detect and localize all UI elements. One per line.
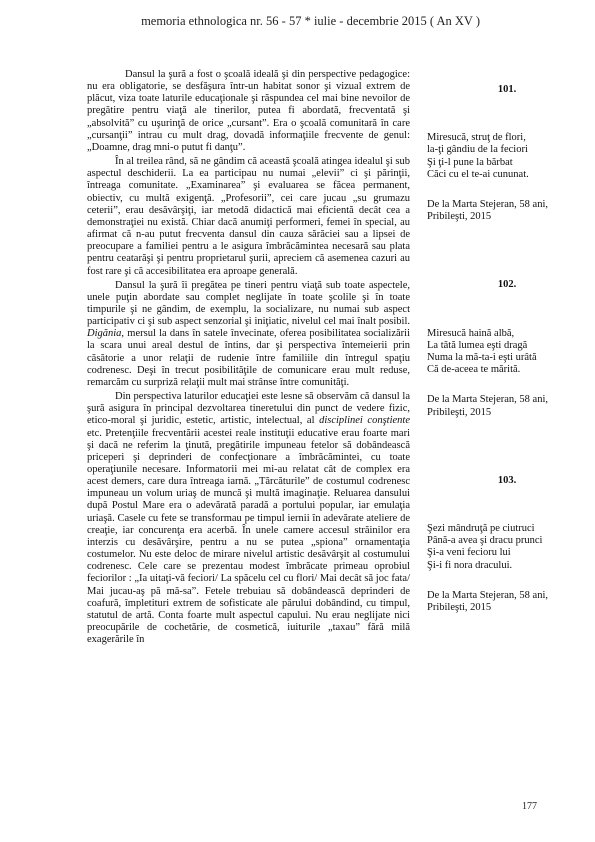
song-line: Şi-i fi nora dracului. (427, 559, 513, 571)
song-line: Şi ţi-l pune la bărbat (427, 156, 513, 168)
italic-term: Digănia (87, 328, 122, 340)
text-run: Dansul la şură a fost o şcoală ideală şi din perspective pedagogice: nu era obligatorie, se desfăşura într-un habitat sonor şi vizual extrem de plăcut, viza toate laturile educaţionale şi răspundea cel mai bine nevoilor de pregătire pentru viaţă ale tinerilor, putea fi abordată, frecventată şi „absolvită” cu uşurinţă de orice „cursant”. Era o şcoală comunitară în care „cursanţii” intrau cu mult drag, dovadă informaţiile frecvente de genul: „Doamne, drag mni-o putut fi danţu”. (87, 69, 410, 153)
text-run: În al treilea rând, să ne gândim că această şcoală atingea idealul şi sub aspectul deschiderii. La ea participau nu numai „elevii” ci şi părinţii, întreaga comunitate. „Examinarea” şi evaluarea se făcea permanent, obiectiv, cu multă exigenţă. „Profesorii”, cei care jucau „su grumazu ceterii”, erau desăvârşiţi, iar metodă didactică mai eficientă decât cea a demonstraţiei nu există. Chiar dacă anumiţi performeri, femei în special, au afirmat că n-au putut frecventa dansul din cauza sărăciei sau a lipsei de preocupare a familiei pentru a le asigura îmbrăcămintea necesară sau plata pentru ceatarăşi şi pentru proprietarul şurii, apreciem că asemenea cazuri au fost rare şi că accesibilitatea era aproape generală. (87, 156, 410, 277)
song-source: De la Marta Stejeran, 58 ani, Pribileşti, 2015 (427, 199, 548, 223)
songs-column (427, 84, 567, 614)
song-line: la-ţi gândiu de la feciori (427, 144, 528, 156)
song-102 (427, 279, 567, 418)
song-line: Că de-aceea te mărită. (427, 364, 521, 376)
song-101 (427, 84, 567, 223)
song-source: De la Marta Stejeran, 58 ani, Pribileşti, 2015 (427, 394, 548, 418)
song-number: 102. (497, 279, 517, 291)
text-run: , mersul la dans în satele învecinate, oferea posibilitatea socializării la scara unui areal destul de întins, dar şi perspectiva întemeierii prin căsătorie a unor relaţii de rudenie între familiile din întregul spaţiu codrenesc. Deşi în trecut posibilităţile de comunicare erau mult reduse, remarcăm cu surpriză relaţii mult mai strânse între comunităţi. (87, 328, 410, 388)
paragraph-4 (87, 391, 410, 646)
song-line: Miresucă, struţ de flori, (427, 132, 526, 144)
song-number: 101. (497, 84, 517, 95)
song-line: Şezi mândruţă pe ciutruci (427, 523, 535, 535)
paragraph-1 (87, 69, 410, 154)
paragraph-3 (87, 280, 410, 389)
paragraph-2 (87, 156, 410, 278)
song-number: 103. (497, 474, 517, 486)
song-lines (427, 132, 567, 223)
song-source: De la Marta Stejeran, 58 ani, Pribileşti, 2015 (427, 589, 548, 614)
song-line: Miresucă haină albă, (427, 327, 515, 339)
song-line: Căci cu el te-ai cununat. (427, 168, 529, 180)
text-run: etc. Pretenţiile frecventării acestei reale instituţii educative erau foarte mari şi dacă ne referim la ţinută, pregătirile impuneau fetelor să dobândească priceperi şi deprinderi de confecţionare a îmbrăcămintei, cu toate operaţiunile necesare. Informatorii mei mi-au relatat cât de complex era acest demers, care dura întreaga iarnă. „Tărcăturile” de costumul codrenesc impuneau un volum uriaş de muncă şi multă imaginaţie. Reluarea dansului după Postul Mare era o adevărată paradă a portului popular, iar emulaţia uriaşă. Casele cu fete se transformau pe timpul iernii în adevărate ateliere de creaţie, iar concurenţa era acerbă. În unele camere accesul străinilor era interzis cu desăvârşire, pentru a nu se putea „spiona” ornamentaţia costumelor. Nu este deloc de mirare nivelul artistic desăvârşit al costumului codrenesc. Cele care se prezentau modest îmbrăcate primeau oprobiul feciorilor : „Ia uitaţi-vă feciori/ La spăcelu cel cu flori/ Mai decât să joc fata/ Mai jucau-aş pă mă-sa”. Fetele trebuiau să dobândească deprinderi de coafură, împletituri extrem de sofisticate ale părului dobândind, cu timpul, statutul de artă. Conta foarte mult aspectul capului. Nu erau neglijate nici preocupările de cochetărie, de cosmetică, iuiturile „taxau” fără milă exagerările în (87, 427, 410, 646)
journal-header: memoria ethnologica nr. 56 - 57 * iulie - decembrie 2015 ( An XV ) (141, 14, 480, 28)
song-line: Până-a avea şi dracu prunci (427, 535, 543, 547)
text-run: Dansul la şură îi pregătea pe tineri pentru viaţă sub toate aspectele, unele puţin abordate sau complet neglijate în toate şcolile şi în toate timpurile şi ne gândim, de exemplu, la socializare, nu numai sub aspect participativ ci şi sub aspect senzorial şi iniţiatic, nivelul cel mai înalt posibil. (87, 279, 410, 328)
song-line: La tătă lumea eşti dragă (427, 339, 528, 351)
italic-term: disciplinei conştiente (319, 415, 410, 427)
text-run: Din perspectiva laturilor educaţiei este lesne să observăm că dansul la şură asigura în principal dezvoltarea tineretului din punct de vedere fizic, etico-moral şi juridic, estetic, artistic, intelectual, al (87, 391, 410, 427)
article-body (87, 69, 410, 646)
page-number: 177 (522, 801, 537, 812)
song-line: Numa la mă-ta-i eşti urâtă (427, 352, 537, 364)
song-103 (427, 475, 567, 614)
song-line: Şi-a veni fecioru lui (427, 547, 511, 559)
song-lines (427, 523, 567, 614)
song-lines (427, 328, 567, 419)
